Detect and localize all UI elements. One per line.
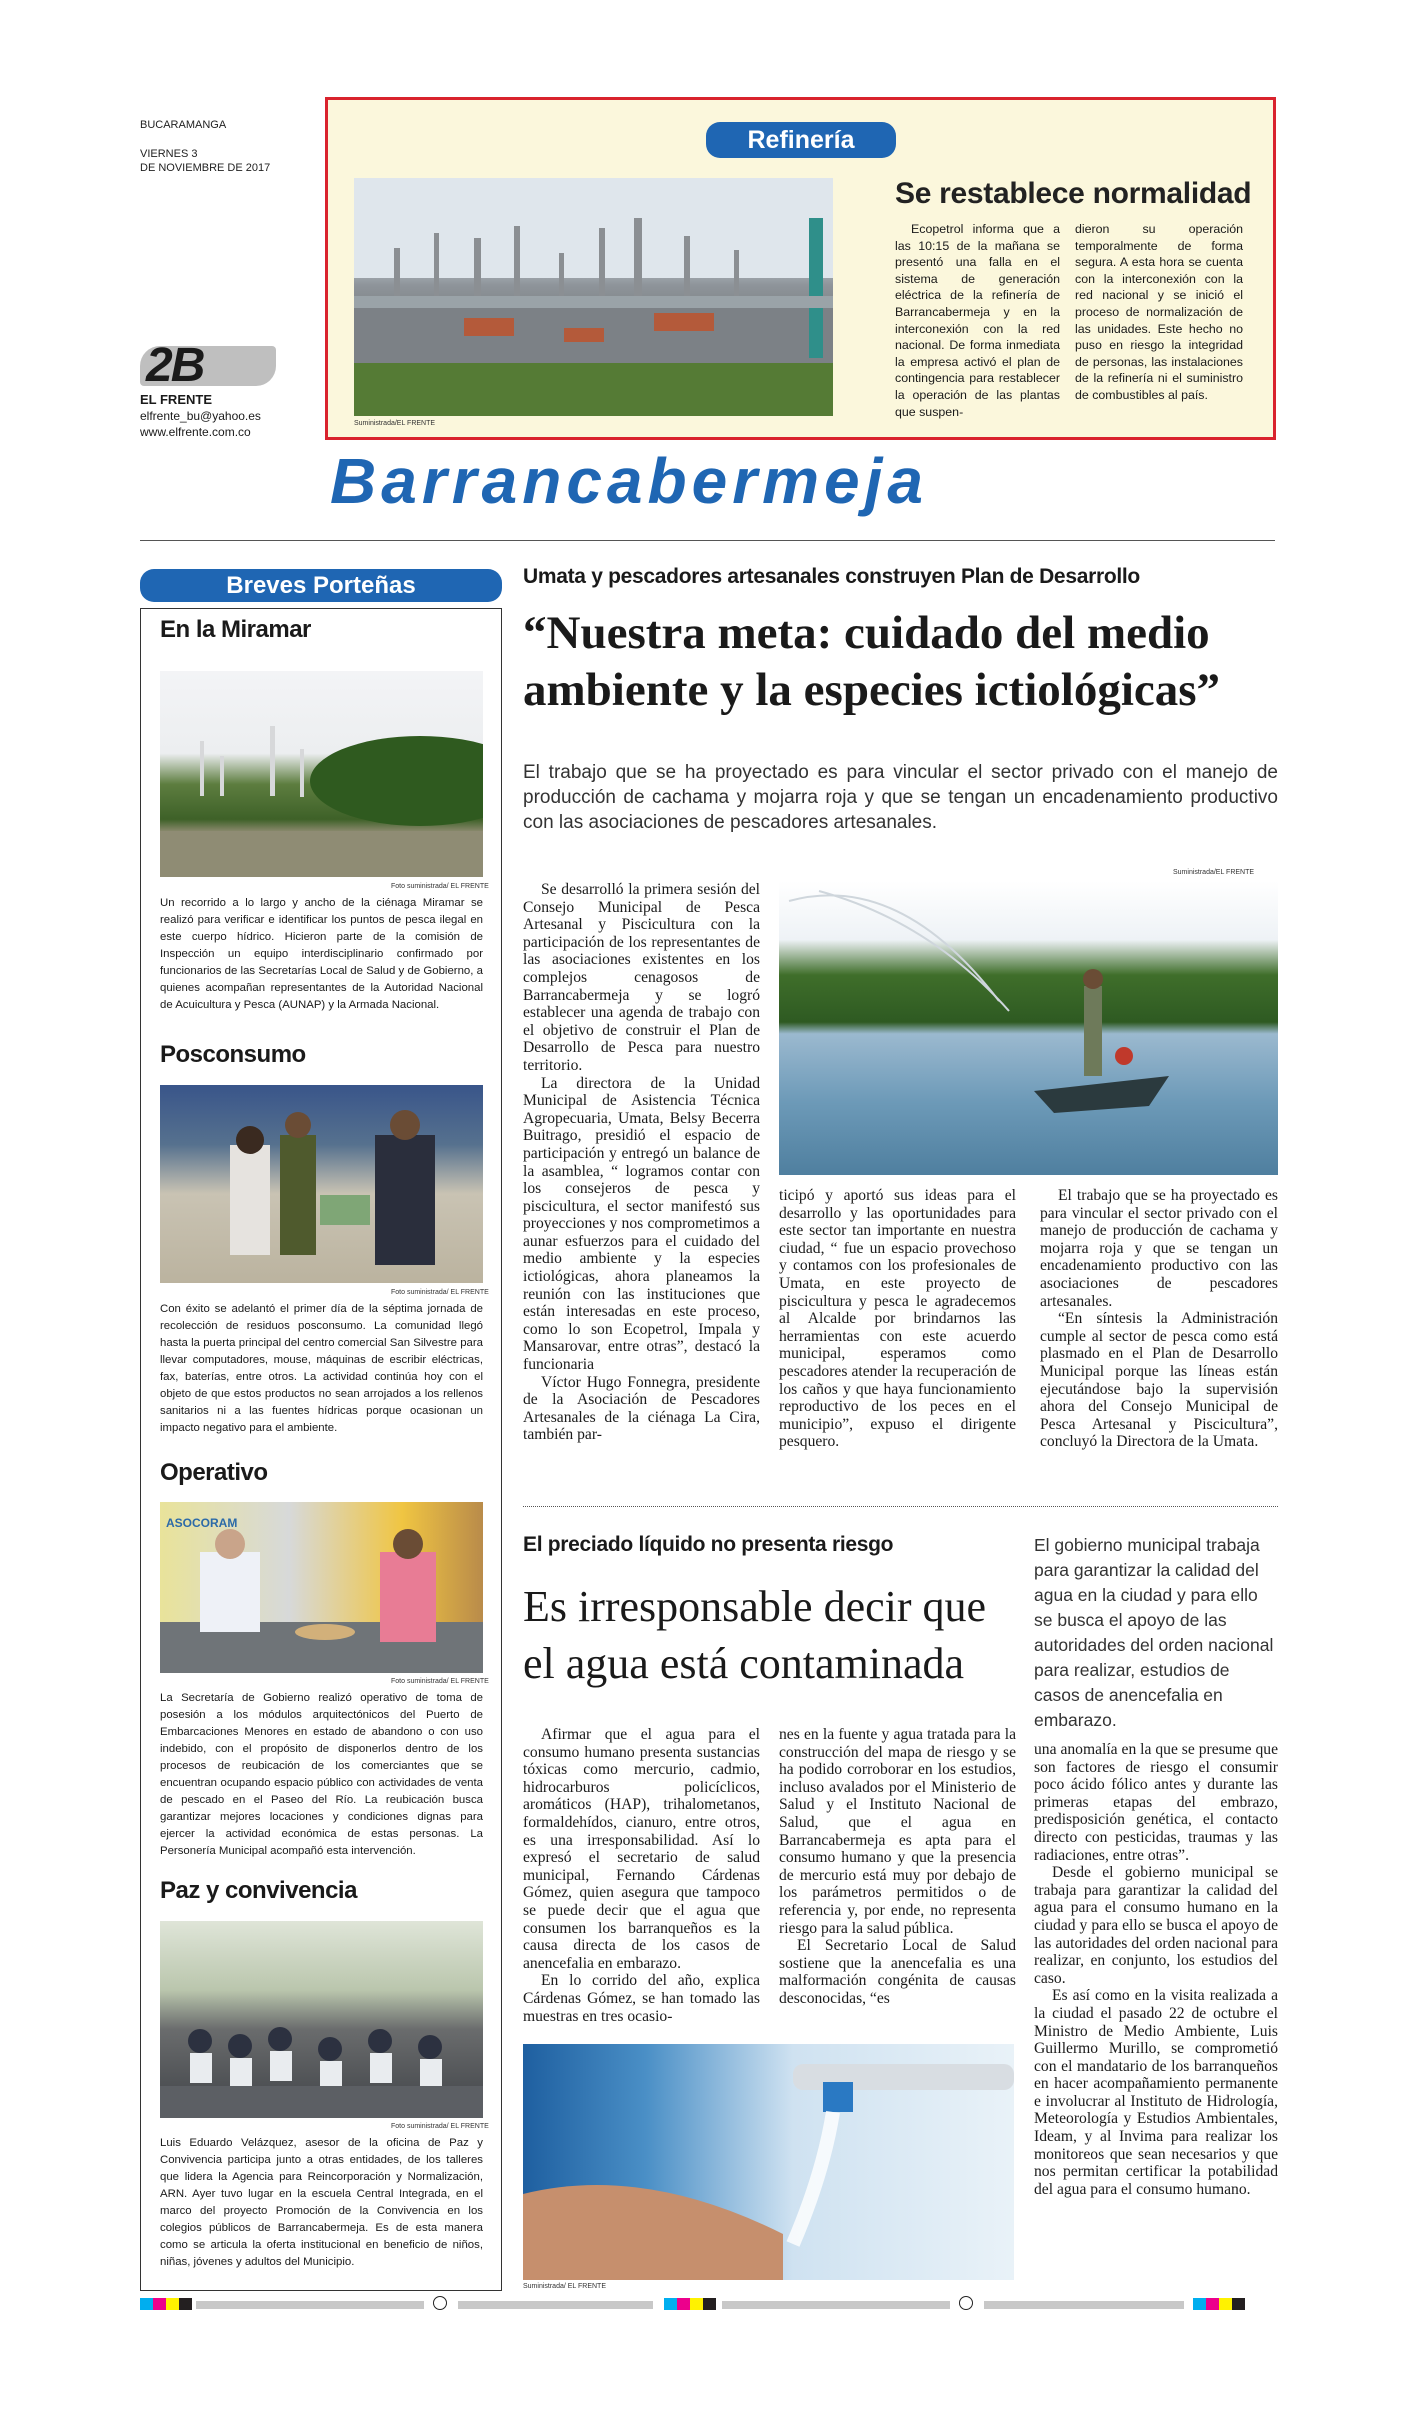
brief-title-paz: Paz y convivencia [160,1877,357,1904]
article-separator [523,1506,1278,1507]
article2-col2-p1: nes en la fuente y agua tratada para la construcción del mapa de riesgo y se ha podido corroborar en los estudios, incluso avalados por el Ministerio de Salud y el Instituto Nacional de Salud, que el agua en Barrancabermeja es apta para el consumo humano y que la presencia de mercurio está muy por debajo de los parámetros permitidos o de referencia y, por ende, no representa riesgo para la salud pública. [779,1726,1016,1937]
brief-text-posconsumo: Con éxito se adelantó el primer día de la séptima jornada de recolección de residuos posconsumo. La comunidad llegó hasta la puerta principal del centro comercial San Silvestre para llevar computadores, mouse, máquinas de escribir eléctricas, fax, baterías, entre otros. La actividad continúa hoy con el objeto de que estos productos no sean arrojados a los rellenos sanitarios ni a las fuentes hídricas porque ocasionan un impacto negativo para el ambiente. [160,1303,483,1434]
brief-photo-paz [160,1921,483,2118]
brief-photo-miramar [160,671,483,877]
color-bar-right [1193,2298,1245,2310]
article1-col3 [1040,1187,1278,1451]
article2-col3-p1: una anomalía en la que se presume que son factores de riesgo el consumir poco ácido fólico antes y durante las primeras etapas del embrazo, predisposición genética, el contacto directo con pesticidas, traumas y las radiaciones, entre otras”. [1034,1741,1278,1864]
article2-col1 [523,1726,760,2025]
article2-col1-p2: En lo corrido del año, explica Cárdenas Gómez, se han tomado las muestras en tres ocasio- [523,1972,760,2025]
article2-kicker: El preciado líquido no presenta riesgo [523,1533,894,1556]
color-bar-left [140,2298,192,2310]
article1-col1-p1: Se desarrolló la primera sesión del Consejo Municipal de Pesca Artesanal y Piscicultura con la participación de los representantes de las asociaciones existentes en los complejos cenagosos de Barrancabermeja y se logró establecer una agenda de trabajo con el objetivo de construir el Plan de Desarrollo de Pesca para nuestro territorio. [523,881,760,1074]
refinery-photo [354,178,833,416]
refineria-col2: dieron su operación temporalmente de forma segura. A esta hora se cuenta con la interconexión con la red nacional y se inició el proceso de normalización de las unidades. Este hecho no puso en riesgo la integridad de personas, las instalaciones de la refinería ni el suministro de combustibles al país. [1075,222,1243,402]
brief-text-miramar: Un recorrido a lo largo y ancho de la ciénaga Miramar se realizó para verificar e identificar los puntos de pesca ilegal en este cuerpo hídrico. Hicieron parte de la comisión de Inspección un equipo interdisciplinario confirmado por funcionarios de las Secretarías Local de Salud y de Gobierno, a quienes acompañan representantes de la Autoridad Nacional de Acuicultura y Pesca (AUNAP) y la Armada Nacional. [160,897,483,1011]
article2-photo-credit: Suministrada/ EL FRENTE [523,2283,606,2290]
page-number: 2B [146,339,204,392]
article2-col1-p1: Afirmar que el agua para el consumo humano presenta sustancias tóxicas como mercurio, cadmio, hidrocarburos policíclicos, aromáticos (HAP), trihalometanos, formaldehídos, cianuro, entre otros, es una irresponsabilidad. Así lo expresó el secretario de salud municipal, Fernando Cárdenas Gómez, quien asegura que tampoco se puede decir que el agua que consumen los barranqueños es la causa directa de los casos de anencefalia en embarazo. [523,1726,760,1972]
article1-photo-fisherman [779,881,1278,1175]
article1-col1-p2: La directora de la Unidad Municipal de Asistencia Técnica Agropecuaria, Umata, Belsy Becerra Buitrago, presidió el espacio de participación y entregó un balance de la asamblea, “ logramos contar con los consejeros de pesca y piscicultura, el sector manifestó sus proyecciones y nos comprometimos a aunar esfuerzos para el cuidado del medio ambiente y la especies ictiológicas, ahora planeamos la reunión con las instituciones que están interesadas en este proceso, como lo son Ecopetrol, Impala y Mansarovar, entre otras”, destacó la funcionaria [523,1074,760,1374]
brief-title-miramar: En la Miramar [160,616,311,643]
refinery-photo-credit: Suministrada/EL FRENTE [354,420,436,427]
paper-name: EL FRENTE [140,392,212,407]
article1-deck: El trabajo que se ha proyectado es para vincular el sector privado con el manejo de producción de cachama y mojarra roja y que se tengan un encadenamiento productivo con las asociaciones de pescadores artesanales. [523,762,1278,833]
article2-col3-p2: Desde el gobierno municipal se trabaja para garantizar la calidad del agua para el consumo humano en la ciudad y para ello se busca el apoyo de las autoridades del orden nacional para realizar, en conjunto, los estudios del caso. [1034,1864,1278,1987]
article1-col1-p3: Víctor Hugo Fonnegra, presidente de la Asociación de Pescadores Artesanales de la ciénaga La Cira, también par- [523,1373,760,1444]
brief-title-posconsumo: Posconsumo [160,1041,306,1068]
article2-col2 [779,1726,1016,2008]
registration-mark-right [959,2296,973,2310]
brief-photo-posconsumo [160,1085,483,1283]
color-bar-center [664,2298,716,2310]
brief-credit-posconsumo: Foto suministrada/ EL FRENTE [391,1289,489,1296]
brief-text-paz: Luis Eduardo Velázquez, asesor de la oficina de Paz y Convivencia participa junto a otras entidades, de los talleres que lidera la Agencia para Reincorporación y Normalización, ARN. Ayer tuvo lugar en la escuela Central Integrada, en el marco del proyecto Promoción de la Convivencia en los colegios públicos de Barrancabermeja. Es de esta manera como se articula la oferta institucional en beneficio de niños, niñas, jóvenes y adultos del Municipio. [160,2137,483,2268]
brief-text-operativo: La Secretaría de Gobierno realizó operativo de toma de posesión a los módulos arquitectónicos del Puerto de Embarcaciones Menores en estado de abandono o con uso indebido, con el propósito de disponerlos dentro de los procesos de reubicación de los comerciantes que se encuentran ocupando espacio público con actividades de venta de pescado en el Paseo del Río. La reubicación busca garantizar mejores locaciones y condiciones dignas para ejercer la actividad económica de estas personas. La Personería Municipal acompañó esta intervención. [160,1692,483,1857]
refinery-illustration [354,178,833,416]
brief-credit-paz: Foto suministrada/ EL FRENTE [391,2123,489,2130]
gray-bar-2 [458,2301,653,2309]
article2-photo-water [523,2044,1014,2280]
page-number-badge [140,340,280,390]
section-rule [140,540,1275,541]
brief-credit-miramar: Foto suministrada/ EL FRENTE [391,883,489,890]
city-line: BUCARAMANGA [140,119,227,131]
article2-headline: Es irresponsable decir que el agua está contaminada [523,1582,987,1688]
article1-col3-p2: “En síntesis la Administración cumple al sector de pesca como está plasmado en el Plan de Desarrollo Municipal porque las líneas están ejecutándose bajo la supervisión ahora del Consejo Municipal de Pesca Artesanal y Piscicultura”, concluyó la Directora de la Umata. [1040,1310,1278,1451]
article1-col2-p1: ticipó y aportó sus ideas para el desarrollo y las oportunidades para este sector tan importante en nuestra ciudad, “ fue un espacio provechoso y contamos con los profesionales de Umata, en este proyecto de piscicultura y pesca le agradecemos al Alcalde por brindarnos las herramientas con este acuerdo municipal, esperamos como pescadores atender la recuperación de los caños y que haya funcionamiento reproductivo de los peces en el municipio”, expuso el dirigente pesquero. [779,1187,1016,1451]
breves-label: Breves Porteñas [140,569,502,602]
article1-col3-p1: El trabajo que se ha proyectado es para vincular el sector privado con el manejo de producción de cachama y mojarra roja y que se tengan un encadenamiento productivo con las asociaciones de pescadores artesanales. [1040,1187,1278,1310]
refineria-col1: Ecopetrol informa que a las 10:15 de la mañana se presentó una falla en el sistema de generación eléctrica de la refinería de Barrancabermeja y en la interconexión con la red nacional. De forma inmediata la empresa activó el plan de contingencia para restablecer la operación de las plantas que suspen- [895,222,1060,419]
breves-box [140,608,502,2291]
date-line-1: VIERNES 3 [140,148,198,160]
brief-credit-operativo: Foto suministrada/ EL FRENTE [391,1678,489,1685]
brief-photo-operativo [160,1502,483,1673]
article2-col2-p2: El Secretario Local de Salud sostiene que la anencefalia es una malformación congénita de causas desconocidas, “es [779,1937,1016,2007]
operativo-photo-sign: ASOCORAM [166,1516,238,1530]
refineria-headline: Se restablece normalidad [895,177,1252,210]
article1-col2 [779,1187,1016,1451]
article2-col3 [1034,1741,1278,2198]
paper-website[interactable]: www.elfrente.com.co [140,425,251,439]
refineria-label: Refinería [706,122,896,158]
article1-headline: “Nuestra meta: cuidado del medio ambiente y la especies ictiológicas” [523,607,1221,716]
paper-email[interactable]: elfrente_bu@yahoo.es [140,409,261,423]
brief-title-operativo: Operativo [160,1459,268,1486]
article1-kicker: Umata y pescadores artesanales construyen Plan de Desarrollo [523,565,1140,588]
article2-deck: El gobierno municipal trabaja para garantizar la calidad del agua en la ciudad y para ello se busca el apoyo de las autoridades del orden nacional para realizar, estudios de casos de anencefalia en embarazo. [1034,1535,1274,1730]
section-title: Barrancabermeja [330,445,928,517]
gray-bar-4 [984,2301,1184,2309]
article1-col1 [523,881,760,1444]
article2-col3-p3: Es así como en la visita realizada a la ciudad el pasado 22 de octubre el Ministro de Medio Ambiente, Luis Guillermo Murillo, se comprometió con el mandatario de los barranqueños en hacer acompañamiento permanente e involucrar al Instituto de Hidrología, Meteorología y Estudios Ambientales, Ideam, y al Invima para realizar los monitoreos que sean necesarios y que nos permitan certificar la potabilidad del agua para el consumo humano. [1034,1987,1278,2198]
date-line-2: DE NOVIEMBRE DE 2017 [140,162,271,174]
gray-bar-1 [196,2301,424,2309]
article1-photo-credit: Suministrada/EL FRENTE [1173,869,1255,876]
registration-mark-left [433,2296,447,2310]
gray-bar-3 [722,2301,950,2309]
refineria-box [325,97,1276,440]
